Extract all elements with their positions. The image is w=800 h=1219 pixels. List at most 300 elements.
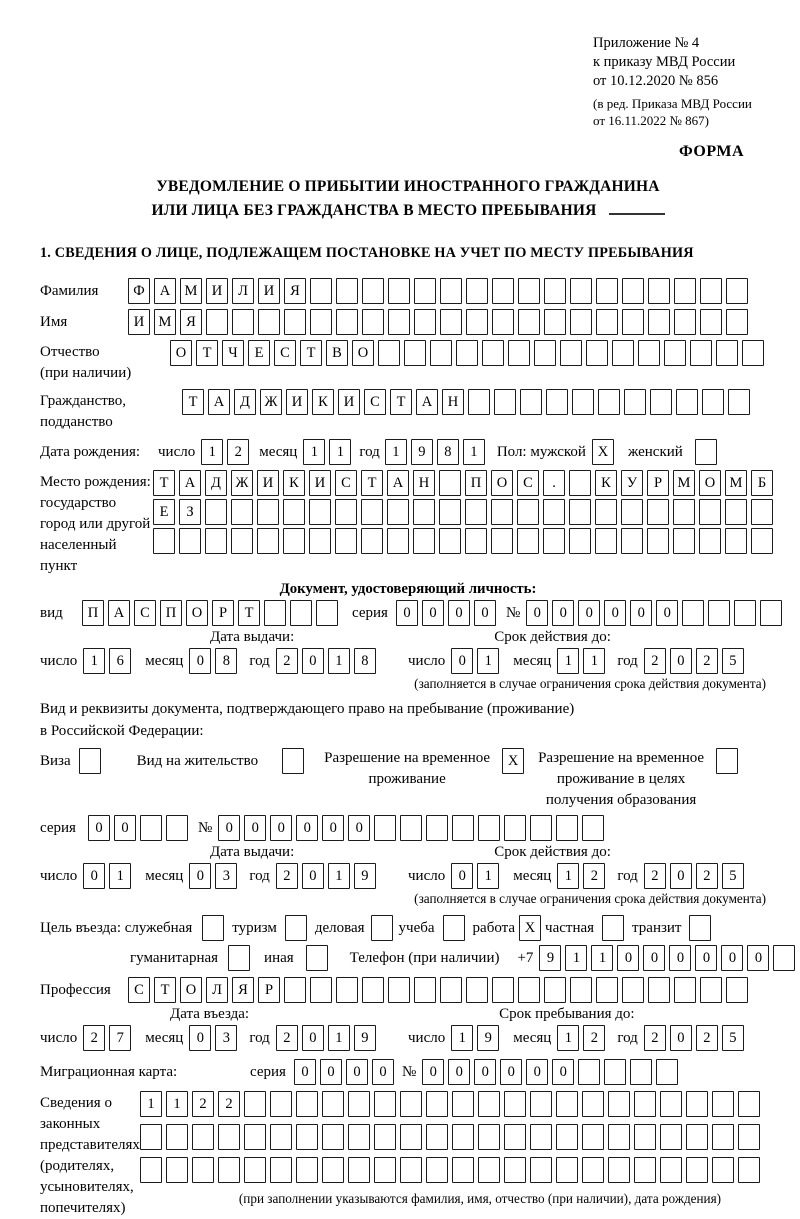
form-cell [465,499,487,525]
purpose-humanitarian-checkbox [228,945,250,971]
form-cell [336,278,358,304]
birthplace-cells-row1 [153,470,773,496]
form-cell [622,278,644,304]
form-cell: С [134,600,156,626]
form-cell: 8 [215,648,237,674]
form-title-line-2-text: ИЛИ ЛИЦА БЕЗ ГРАЖДАНСТВА В МЕСТО ПРЕБЫВАНИЯ [151,202,597,219]
entry-year-cells [276,1025,376,1051]
form-cell: 0 [244,815,266,841]
form-cell: Н [442,389,464,415]
form-cell [414,309,436,335]
migration-card-label: Миграционная карта: [40,1063,178,1080]
form-cell [582,1157,604,1183]
form-cell: О [352,340,374,366]
form-cell: Д [234,389,256,415]
form-cell [700,309,722,335]
permit-series-cells [88,815,188,841]
form-cell: 1 [140,1091,162,1117]
form-cell: С [128,977,150,1003]
form-cell: С [517,470,539,496]
permit-issue-day-cells [83,863,131,889]
representatives-cells-row1 [140,1091,760,1117]
form-cell: Т [154,977,176,1003]
form-cell [622,309,644,335]
form-cell [492,309,514,335]
form-cell [773,945,795,971]
form-cell [466,977,488,1003]
form-cell [760,600,782,626]
doc-issue-day-cells [83,648,131,674]
permit-intro-line1: Вид и реквизиты документа, подтверждающего право на пребывание (проживание) [40,701,575,717]
form-cell: З [179,499,201,525]
doc-valid-month-cells [557,648,605,674]
form-cell [699,499,721,525]
form-cell [728,389,750,415]
permit-date-labels [40,844,776,861]
visa-checkbox [79,748,101,774]
form-cell [738,1157,760,1183]
form-cell [556,1157,578,1183]
form-cell: 0 [448,1059,470,1085]
form-cell [374,1157,396,1183]
permit-issue-year-cells [276,863,376,889]
form-cell [456,340,478,366]
form-cell: 0 [422,600,444,626]
form-cell [283,499,305,525]
form-cell: 1 [201,439,223,465]
form-cell [316,600,338,626]
form-cell: 0 [604,600,626,626]
form-cell [231,499,253,525]
day-label: число [408,652,446,669]
form-cell [426,1091,448,1117]
form-cell [570,278,592,304]
permit-dates-row [40,863,776,889]
form-cell: 2 [218,1091,240,1117]
form-cell [426,1124,448,1150]
profession-row [40,977,776,1003]
form-cell [388,309,410,335]
form-cell [569,470,591,496]
form-cell [602,915,624,941]
form-cell [582,1124,604,1150]
form-cell [634,1124,656,1150]
form-cell [361,499,383,525]
form-cell [598,389,620,415]
form-title-line-2 [40,199,776,223]
form-cell [206,309,228,335]
entry-day-cells [83,1025,131,1051]
identity-doc-row [40,600,776,626]
amendment-line-2: от 16.11.2022 № 867) [593,113,710,128]
amendment-block [593,95,783,129]
form-cell [630,1059,652,1085]
form-cell: 2 [276,1025,298,1051]
form-cell: 0 [218,815,240,841]
form-cell: Н [413,470,435,496]
form-cell [700,278,722,304]
entry-purpose-row2 [40,945,776,971]
form-cell [660,1157,682,1183]
purpose-business-checkbox [371,915,393,941]
purpose-work-checkbox [519,915,541,941]
form-cell [439,470,461,496]
month-label: месяц [513,867,552,884]
form-cell: 0 [474,1059,496,1085]
permit-number-label: № [197,819,213,836]
form-cell [570,309,592,335]
form-cell: Р [212,600,234,626]
form-cell [310,977,332,1003]
form-cell [388,977,410,1003]
representatives-label-line3: представителях [40,1137,140,1153]
profession-cells [128,977,748,1003]
form-cell [586,340,608,366]
form-cell: 0 [630,600,652,626]
form-cell [228,945,250,971]
form-cell: Е [153,499,175,525]
phone-prefix: +7 [517,949,534,966]
form-cell [335,528,357,554]
permit-intro-line2: в Российской Федерации: [40,723,204,739]
birthdate-row [40,439,776,465]
purpose-business-label: деловая [314,919,365,936]
permit-issue-date-group [40,863,408,889]
form-cell [400,1091,422,1117]
form-cell [296,1157,318,1183]
surname-label: Фамилия [40,283,99,299]
birthplace-label-line2: государство [40,495,117,511]
form-cell: И [286,389,308,415]
form-cell: 0 [552,600,574,626]
form-cell [452,815,474,841]
form-cell [430,340,452,366]
citizenship-label [40,389,182,433]
form-cell: М [673,470,695,496]
form-cell [283,528,305,554]
form-cell [725,528,747,554]
purpose-study-label: учеба [398,919,435,936]
form-cell: 0 [500,1059,522,1085]
form-cell: 1 [557,648,579,674]
form-cell [79,748,101,774]
form-cell [284,309,306,335]
form-cell: О [491,470,513,496]
form-cell: 2 [583,863,605,889]
form-cell: 0 [270,815,292,841]
form-cell [624,389,646,415]
stay-day-cells [451,1025,499,1051]
form-cell [244,1124,266,1150]
form-cell: М [154,309,176,335]
citizenship-cells [182,389,750,415]
form-cell [270,1091,292,1117]
form-cell [153,528,175,554]
form-cell [530,1091,552,1117]
form-cell: 0 [451,648,473,674]
permit-number-cells [218,815,604,841]
form-cell [726,977,748,1003]
form-cell [543,528,565,554]
form-cell: К [595,470,617,496]
birthplace-row [40,470,776,577]
birth-day-cells [201,439,249,465]
temp-permit-label-line2: проживание [368,771,446,787]
form-cell: 9 [354,1025,376,1051]
form-cell: У [621,470,643,496]
appendix-line-3: от 10.12.2020 № 856 [593,73,719,89]
form-cell [361,528,383,554]
form-cell [738,1124,760,1150]
form-cell [400,1157,422,1183]
birth-year-cells [385,439,485,465]
form-cell: 1 [83,648,105,674]
doc-valid-until-label: Срок действия до: [494,629,611,645]
form-cell: Л [206,977,228,1003]
form-cell [270,1157,292,1183]
form-cell [660,1124,682,1150]
purpose-work-label: работа [472,919,516,936]
birth-month-cells [303,439,351,465]
form-cell [673,499,695,525]
form-cell: X [502,748,524,774]
doc-valid-date-group [408,648,744,674]
form-cell: 0 [320,1059,342,1085]
temp-permit-edu-label-line3: получения образования [545,792,697,808]
sex-male-label: Пол: мужской [496,443,586,460]
form-cell: 2 [276,648,298,674]
form-cell: 1 [451,1025,473,1051]
form-cell: 0 [670,1025,692,1051]
form-cell [374,1091,396,1117]
form-title-line-1: УВЕДОМЛЕНИЕ О ПРИБЫТИИ ИНОСТРАННОГО ГРАЖДАНИНА [156,178,660,195]
form-cell: Т [300,340,322,366]
form-cell [570,977,592,1003]
representatives-note: (при заполнении указываются фамилия, имя, отчество (при наличии), дата рождения) [238,1191,722,1206]
form-cell [296,1124,318,1150]
residence-permit-checkbox [282,748,304,774]
form-cell [440,309,462,335]
form-cell: 0 [695,945,717,971]
purpose-official-label: Цель въезда: служебная [40,919,193,936]
form-cell [578,1059,600,1085]
form-cell: 8 [437,439,459,465]
form-cell: 2 [83,1025,105,1051]
form-cell: А [208,389,230,415]
form-cell: О [170,340,192,366]
form-cell: 5 [722,1025,744,1051]
form-cell: 5 [722,863,744,889]
form-cell [716,340,738,366]
form-cell [608,1124,630,1150]
birthplace-label-line3: город или другой [40,516,151,532]
surname-cells [128,278,748,304]
form-cell [508,340,530,366]
form-cell [699,528,721,554]
form-cell: Ж [260,389,282,415]
form-cell: 5 [722,648,744,674]
sex-female-label: женский [627,443,683,460]
form-cell: В [326,340,348,366]
form-cell: А [416,389,438,415]
form-cell: 3 [215,1025,237,1051]
sex-male-checkbox [592,439,614,465]
day-label: число [40,1029,78,1046]
form-cell [648,977,670,1003]
form-cell [518,309,540,335]
form-cell [569,499,591,525]
form-cell: Я [284,278,306,304]
temp-permit-edu-label-line2: проживание в целях [556,771,686,787]
permit-valid-until-label: Срок действия до: [494,844,611,860]
form-cell [686,1157,708,1183]
doc-date-labels [40,629,776,646]
form-cell [492,278,514,304]
form-cell: 0 [526,1059,548,1085]
purpose-tourism-checkbox [285,915,307,941]
representatives-label-line2: законных [40,1116,101,1132]
form-cell: Е [248,340,270,366]
day-label: число [408,1029,446,1046]
year-label: год [617,1029,638,1046]
doc-valid-day-cells [451,648,499,674]
form-cell: И [257,470,279,496]
form-cell [257,499,279,525]
form-cell [140,815,162,841]
form-cell [348,1091,370,1117]
form-cell [362,309,384,335]
form-cell [336,977,358,1003]
form-cell: 1 [557,1025,579,1051]
form-cell: 0 [88,815,110,841]
representatives-row [40,1091,776,1219]
form-cell [466,309,488,335]
form-title [40,175,776,223]
form-cell [608,1157,630,1183]
doc-issue-year-cells [276,648,376,674]
form-cell: Я [232,977,254,1003]
birthplace-cells-block [153,470,773,557]
form-cell [270,1124,292,1150]
form-cell [534,340,556,366]
form-cell: Ч [222,340,244,366]
form-cell: 0 [83,863,105,889]
form-cell: А [154,278,176,304]
form-label: ФОРМА [678,143,744,160]
day-label: число [40,652,78,669]
month-label: месяц [513,1029,552,1046]
stay-month-cells [557,1025,605,1051]
visa-label: Виза [40,753,71,769]
form-cell [440,278,462,304]
form-cell [726,278,748,304]
form-cell: 0 [294,1059,316,1085]
form-cell [482,340,504,366]
form-cell [604,1059,626,1085]
form-cell [284,977,306,1003]
form-cell [166,1124,188,1150]
month-label: месяц [145,1029,184,1046]
form-cell [608,1091,630,1117]
form-cell [504,1124,526,1150]
form-cell [468,389,490,415]
citizenship-row [40,389,776,433]
stay-year-cells [644,1025,744,1051]
representatives-label-line5: усыновителях, [40,1179,134,1195]
form-cell: Т [153,470,175,496]
entry-date-label: Дата въезда: [170,1006,250,1022]
form-cell: Т [238,600,260,626]
citizenship-label-line2: подданство [40,414,113,430]
month-label: месяц [259,443,298,460]
form-cell [309,499,331,525]
day-label: число [40,867,78,884]
form-cell: 0 [721,945,743,971]
form-cell [712,1091,734,1117]
patronymic-label-line2: (при наличии) [40,365,132,381]
form-cell [244,1157,266,1183]
form-cell [205,528,227,554]
form-cell [414,278,436,304]
migcard-series-label: серия [250,1063,286,1080]
form-cell [140,1124,162,1150]
form-cell: 1 [328,1025,350,1051]
form-cell [650,389,672,415]
form-cell [400,815,422,841]
appendix-block [593,34,783,129]
birthplace-cells-row3 [153,528,773,554]
form-cell [621,528,643,554]
year-label: год [359,443,380,460]
form-cell [712,1124,734,1150]
temp-permit-edu-label [538,748,704,811]
form-cell [452,1091,474,1117]
form-cell [414,977,436,1003]
form-cell: Р [258,977,280,1003]
form-cell: 1 [477,648,499,674]
birthplace-label-line4: населенный пункт [40,537,117,574]
doc-series-label: серия [352,604,388,621]
permit-valid-month-cells [557,863,605,889]
form-cell [569,528,591,554]
amendment-line-1: (в ред. Приказа МВД России [593,96,752,111]
form-cell [612,340,634,366]
form-cell [556,815,578,841]
form-cell [517,528,539,554]
form-cell: 0 [669,945,691,971]
citizenship-label-line1: Гражданство, [40,393,127,409]
form-cell [674,977,696,1003]
form-cell: Д [205,470,227,496]
form-cell: К [283,470,305,496]
form-cell: 2 [227,439,249,465]
birthdate-label: Дата рождения: [40,443,141,460]
form-cell [492,977,514,1003]
form-cell: 7 [109,1025,131,1051]
form-cell [296,1091,318,1117]
purpose-other-label: иная [264,949,294,966]
form-cell [348,1157,370,1183]
form-cell: 0 [448,600,470,626]
form-cell: 2 [696,1025,718,1051]
form-cell: 9 [354,863,376,889]
month-label: месяц [513,652,552,669]
stay-until-label: Срок пребывания до: [499,1006,635,1022]
form-cell [504,815,526,841]
form-cell [682,600,704,626]
form-cell [517,499,539,525]
form-cell [695,439,717,465]
